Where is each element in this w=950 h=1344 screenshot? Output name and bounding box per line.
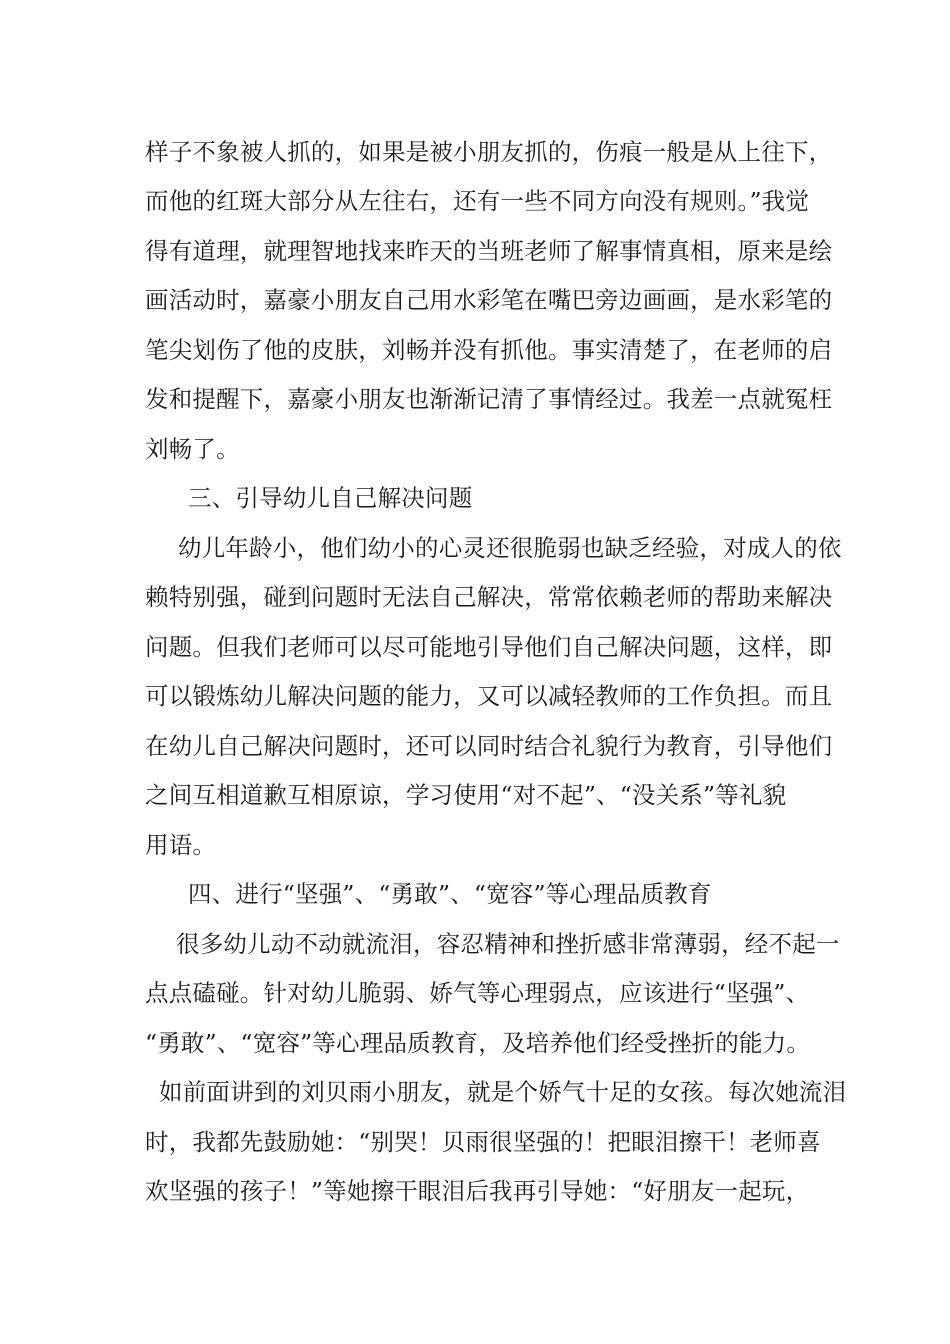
text-line: “勇敢”、“宽容”等心理品质教育，及培养他们经受挫折的能力。	[145, 1029, 811, 1057]
text-line: 赖特别强，碰到问题时无法自己解决，常常依赖老师的帮助来解决	[145, 583, 833, 611]
section-heading: 四、进行“坚强”、“勇敢”、“宽容”等心理品质教育	[188, 880, 712, 908]
text-line: 问题。但我们老师可以尽可能地引导他们自己解决问题，这样，即	[145, 633, 833, 661]
text-line: 样子不象被人抓的，如果是被小朋友抓的，伤痕一般是从上往下，	[145, 138, 833, 166]
text-line: 得有道理，就理智地找来昨天的当班老师了解事情真相，原来是绘	[145, 237, 833, 265]
text-line: 欢坚强的孩子！”等她擦干眼泪后我再引导她：“好朋友一起玩，	[145, 1177, 810, 1205]
text-line: 时，我都先鼓励她：“别哭！贝雨很坚强的！把眼泪擦干！老师喜	[145, 1128, 821, 1156]
text-line: 点点磕碰。针对幼儿脆弱、娇气等心理弱点，应该进行“坚强”、	[145, 979, 810, 1007]
text-line: 发和提醒下，嘉豪小朋友也渐渐记清了事情经过。我差一点就冤枉	[145, 385, 833, 413]
text-line: 画活动时，嘉豪小朋友自己用水彩笔在嘴巴旁边画画，是水彩笔的	[145, 286, 833, 314]
text-line: 而他的红斑大部分从左往右，还有一些不同方向没有规则。”我觉	[145, 187, 810, 215]
text-line: 用语。	[145, 831, 217, 859]
text-line: 如前面讲到的刘贝雨小朋友，就是个娇气十足的女孩。每次她流泪	[159, 1078, 847, 1106]
section-heading: 三、引导幼儿自己解决问题	[188, 484, 473, 512]
paragraph-first-line: 幼儿年龄小，他们幼小的心灵还很脆弱也缺乏经验，对成人的依	[178, 534, 842, 562]
text-line: 笔尖划伤了他的皮肤，刘畅并没有抓他。事实清楚了，在老师的启	[145, 336, 833, 364]
text-line: 之间互相道歉互相原谅，学习使用“对不起”、“没关系”等礼貌	[145, 781, 787, 809]
paragraph-first-line: 很多幼儿动不动就流泪，容忍精神和挫折感非常薄弱，经不起一	[176, 930, 840, 958]
text-line: 刘畅了。	[145, 435, 240, 463]
text-line: 可以锻炼幼儿解决问题的能力，又可以减轻教师的工作负担。而且	[145, 682, 833, 710]
text-line: 在幼儿自己解决问题时，还可以同时结合礼貌行为教育，引导他们	[145, 732, 833, 760]
